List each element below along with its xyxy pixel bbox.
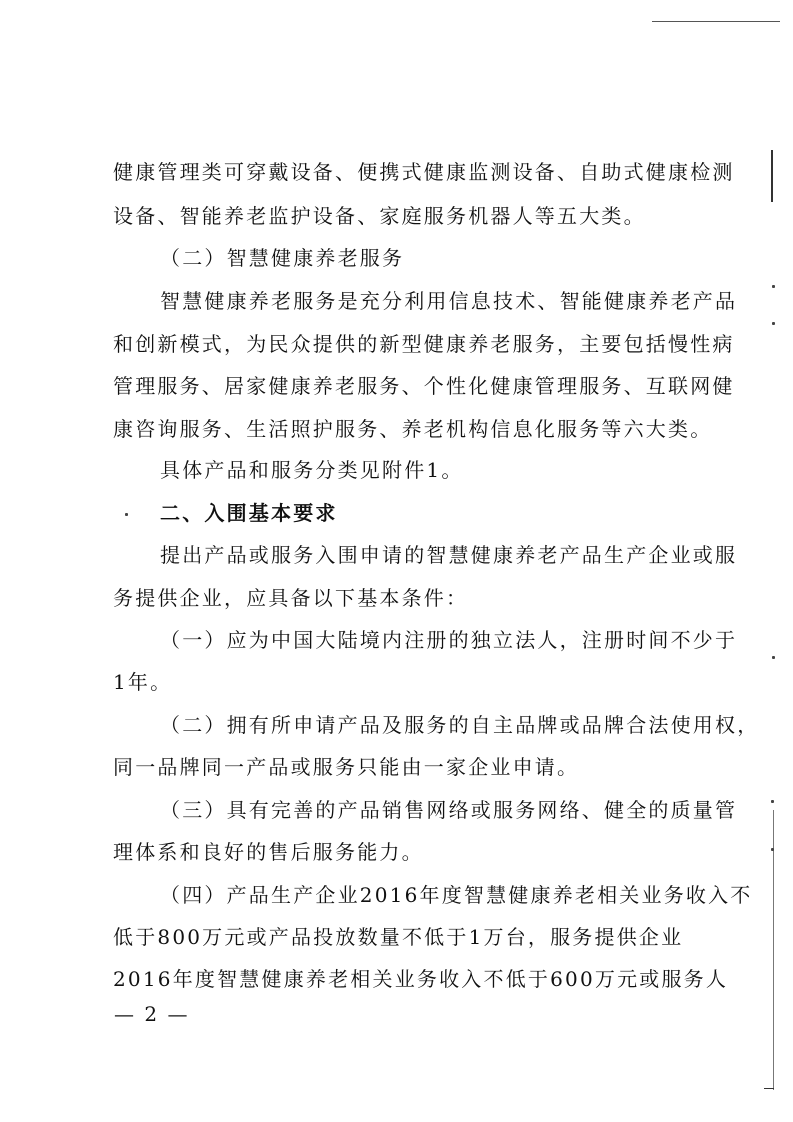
body-line: （一）应为中国大陆境内注册的独立法人，注册时间不少于 [160,628,738,652]
scan-artifact-dot [771,848,774,851]
body-line: 务提供企业，应具备以下基本条件： [113,586,469,610]
body-line: 具体产品和服务分类见附件1。 [160,458,464,482]
body-line: 1年。 [113,670,173,694]
scan-artifact-dot [771,800,774,803]
scan-artifact-edge [771,150,773,202]
scan-artifact-edge [764,1088,774,1089]
body-line: （三）具有完善的产品销售网络或服务网络、健全的质量管 [160,798,738,822]
section-heading: 二、入围基本要求 [160,501,338,525]
body-line: 设备、智能养老监护设备、家庭服务机器人等五大类。 [113,204,646,228]
scan-artifact-dot [772,285,775,288]
body-line: 管理服务、居家健康养老服务、个性化健康管理服务、互联网健 [113,374,735,398]
body-line: 康咨询服务、生活照护服务、养老机构信息化服务等六大类。 [113,417,713,441]
scan-artifact-dot [772,322,775,325]
scan-artifact-line [652,21,780,22]
body-line: 同一品牌同一产品或服务只能由一家企业申请。 [113,755,580,779]
scan-artifact-edge [773,810,774,1090]
scan-artifact-dot [772,656,775,659]
body-line: 健康管理类可穿戴设备、便携式健康监测设备、自助式健康检测 [113,160,735,184]
body-line: 提出产品或服务入围申请的智慧健康养老产品生产企业或服 [160,543,738,567]
body-line: （二）拥有所申请产品及服务的自主品牌或品牌合法使用权， [160,713,760,737]
body-line: 2016年度智慧健康养老相关业务收入不低于600万元或服务人 [113,967,729,991]
body-line: （四）产品生产企业2016年度智慧健康养老相关业务收入不 [160,883,753,907]
section-heading: （二）智慧健康养老服务 [160,246,405,270]
scan-artifact-dot [125,513,128,516]
body-line: 理体系和良好的售后服务能力。 [113,840,424,864]
body-line: 和创新模式，为民众提供的新型健康养老服务，主要包括慢性病 [113,332,735,356]
page-number: — 2 — [114,1002,190,1026]
body-line: 智慧健康养老服务是充分利用信息技术、智能健康养老产品 [160,289,738,313]
body-line: 低于800万元或产品投放数量不低于1万台，服务提供企业 [113,925,684,949]
